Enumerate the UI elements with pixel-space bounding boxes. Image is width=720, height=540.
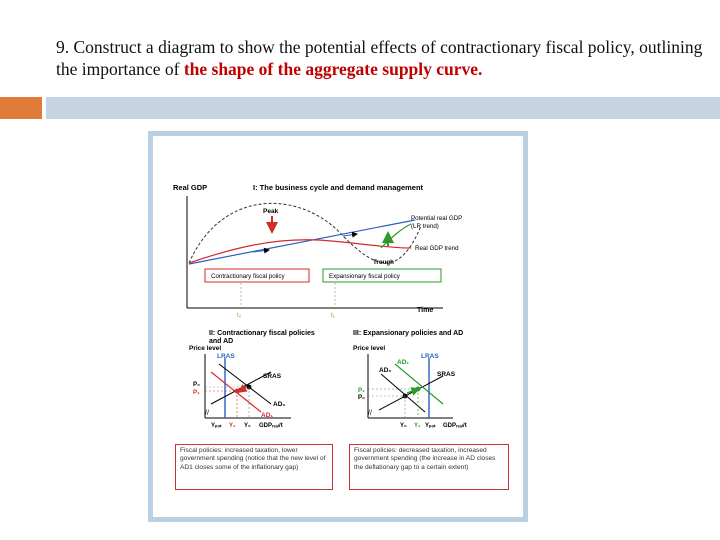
panel2-ad0-label: AD₀ [273, 401, 286, 408]
contractionary-box-label: Contractionary fiscal policy [211, 273, 285, 280]
panel3-axis-break: // [368, 410, 372, 417]
panel2-x-label: GDPᵣₑₐₗ/t [259, 423, 283, 429]
panel2-y1-label: Y₁ [229, 423, 236, 429]
title-main-text: 9. Construct a diagram to show the potential effects of contractionary fiscal policy, outlining the importance of [56, 37, 703, 79]
panel3-price-label: Price level [353, 345, 386, 352]
potential-label-2: (LR trend) [411, 223, 439, 230]
panel3-ad0-line [381, 374, 425, 412]
peak-label: Peak [263, 208, 279, 215]
panel2-yp-label: Yₚₒₜ [211, 423, 222, 429]
panel3-p0-label: P₀ [358, 394, 365, 401]
potential-label-1: Potential real GDP [411, 215, 463, 222]
panel2-title-1: II: Contractionary fiscal policies [209, 330, 315, 337]
panel3-title: III: Expansionary policies and AD [353, 330, 464, 337]
panel2-note-box [175, 444, 333, 490]
panel2-ad1-label: AD₁ [261, 412, 274, 419]
panel1-title: I: The business cycle and demand management [253, 183, 424, 192]
recovery-curve [381, 224, 411, 248]
business-cycle-curve [189, 203, 421, 263]
t1-label: t₁ [331, 312, 335, 319]
panel3-sras-label: SRAS [437, 371, 456, 378]
panel2-sras-label: SRAS [263, 373, 282, 380]
slide-title [56, 36, 706, 80]
expansionary-box-label: Expansionary fiscal policy [329, 273, 400, 280]
panel2-lras-label: LRAS [217, 353, 235, 360]
panel2-p1-label: P₁ [193, 389, 200, 396]
panel3-note-text: Fiscal policies: decreased taxation, increased government spending (the increase in AD closes the deflationary gap to a certain extent) [354, 447, 496, 471]
panel2-note-text: Fiscal policies: increased taxation, lower government spending (notice that the new level of AD1 closes some of the inflationary gap) [180, 447, 326, 471]
panel2-sras-line [211, 372, 271, 404]
t0-label: t₀ [237, 312, 242, 319]
trend-arrow-2 [343, 234, 357, 236]
panel2-axis-break: // [205, 410, 209, 417]
real-gdp-trend-label: Real GDP trend [415, 245, 459, 252]
panel3-p1-label: P₁ [358, 387, 365, 394]
accent-bar-blue [46, 97, 720, 119]
panel2-y0-label: Y₀ [244, 423, 251, 429]
panel3-yp-label: Yₚₒₜ [425, 423, 436, 429]
panel1-y-label: Real GDP [173, 183, 208, 192]
panel2-title-2: and AD [209, 338, 234, 345]
panel3-x-label: GDPᵣₑₐₗ/t [443, 423, 467, 429]
panel3-ad0-label: AD₀ [379, 367, 392, 374]
trough-label: Trough [373, 259, 394, 266]
panel2-price-label: Price level [189, 345, 222, 352]
title-highlight-text: the shape of the aggregate supply curve. [183, 59, 483, 79]
panel3-ad1-label: AD₁ [397, 359, 410, 366]
diagram-canvas [153, 136, 523, 517]
panel3-note-box [349, 444, 509, 490]
panel2-p0-label: P₀ [193, 381, 200, 388]
panel3-lras-label: LRAS [421, 353, 439, 360]
diagram-figure [148, 131, 528, 522]
potential-gdp-line [189, 220, 415, 264]
panel3-y0-label: Y₀ [400, 423, 407, 429]
time-label: Time [417, 307, 434, 314]
panel3-y1-label: Y₁ [414, 423, 421, 429]
accent-bar-orange [0, 97, 42, 119]
